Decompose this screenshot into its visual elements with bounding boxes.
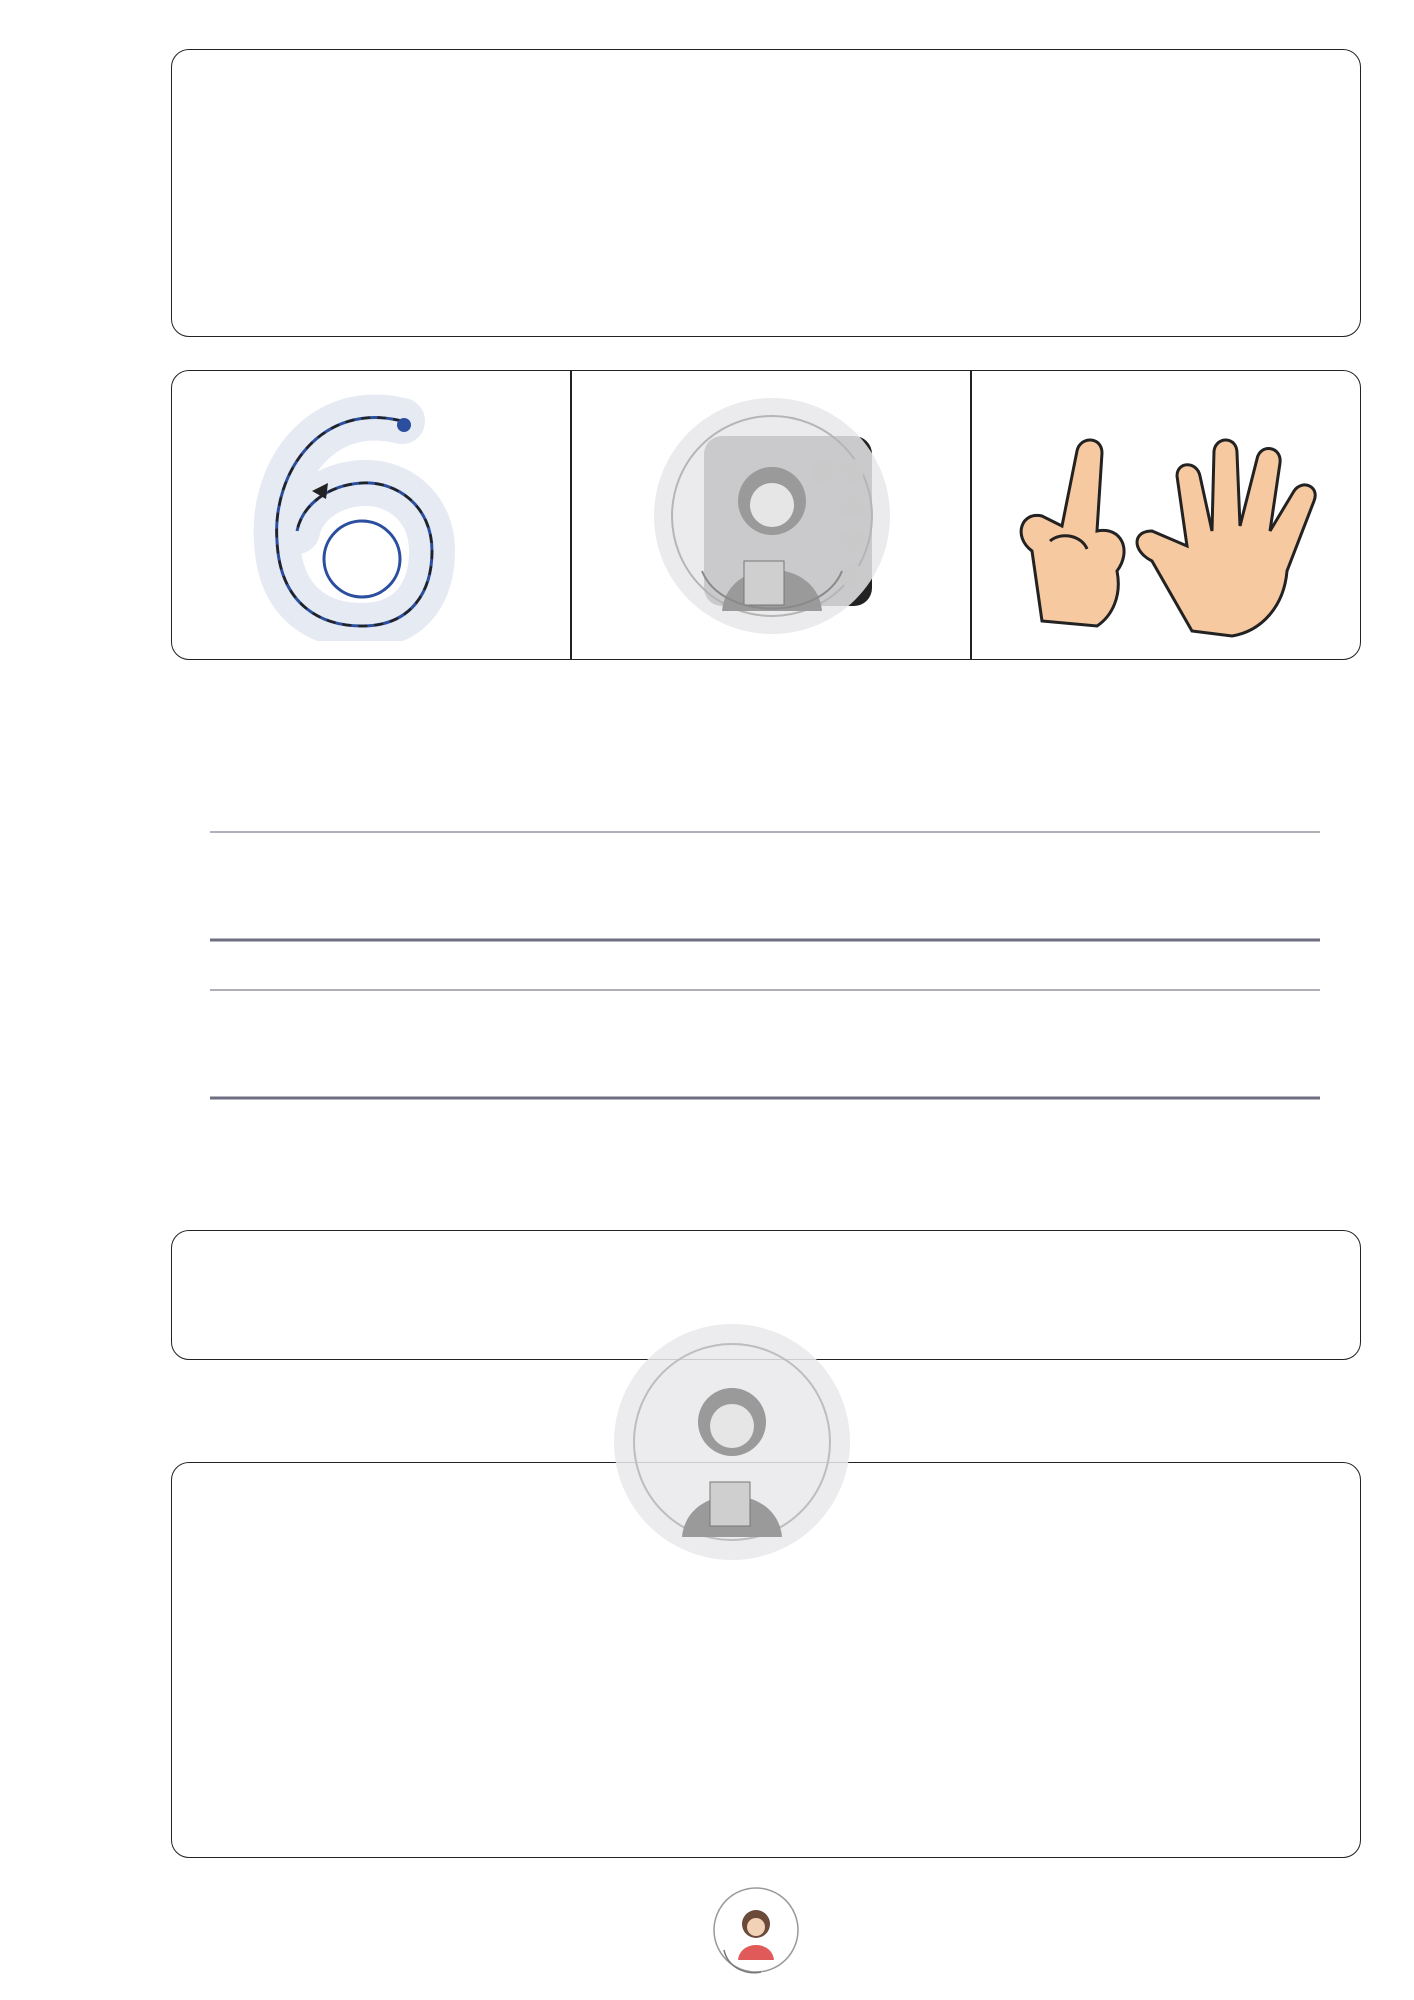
cell-divider xyxy=(570,371,572,659)
digit-trace-six xyxy=(252,391,492,641)
police-cars-illustration xyxy=(172,50,1362,338)
cell-divider xyxy=(970,371,972,659)
police-cars-panel xyxy=(171,49,1361,337)
center-logo-watermark xyxy=(612,1322,852,1562)
fingers-six-image xyxy=(1002,431,1342,641)
number-panel xyxy=(171,370,1361,660)
footer-logo xyxy=(706,1880,806,1980)
author-logo-image xyxy=(622,381,922,651)
writing-practice-area xyxy=(210,800,1330,1110)
